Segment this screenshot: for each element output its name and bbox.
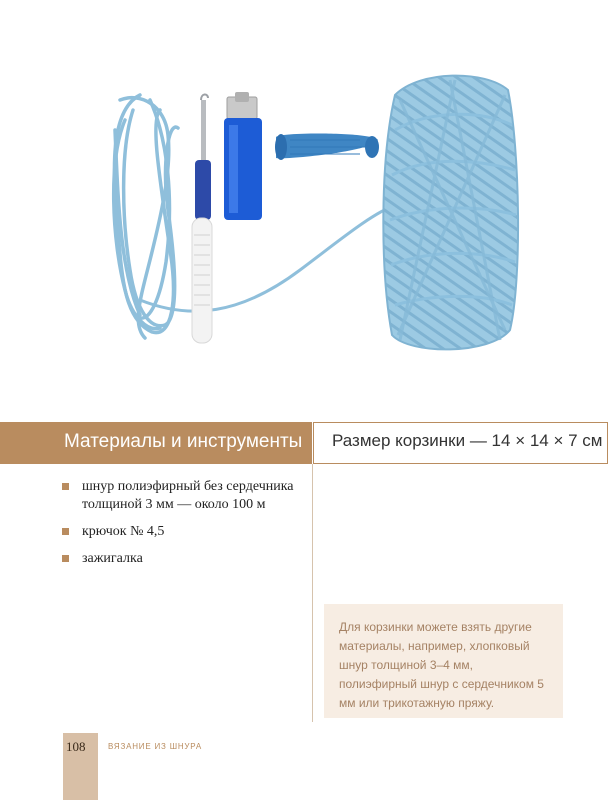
section-title-block <box>0 422 312 464</box>
materials-list <box>62 478 312 577</box>
basket-size-block <box>313 422 608 464</box>
section-title: Материалы и инструменты <box>64 431 303 452</box>
thread-spool-image <box>275 134 379 160</box>
running-head: ВЯЗАНИЕ ИЗ ШНУРА <box>108 742 203 751</box>
crochet-hook-image <box>192 94 212 343</box>
bullet-square-icon <box>62 528 69 535</box>
material-text: зажигалка <box>82 551 143 566</box>
section-header <box>0 422 608 464</box>
list-item <box>62 478 312 514</box>
list-item <box>62 523 312 541</box>
column-divider <box>312 464 313 722</box>
lighter-image <box>224 92 262 220</box>
note-text: Для корзинки можете взять другие материалы, например, хлопковый шнур толщиной 3–4 мм, полиэфирный шнур с сердечником 5 мм или трикотажную пряжу. <box>339 620 544 710</box>
cord-strand <box>140 205 395 311</box>
bullet-square-icon <box>62 555 69 562</box>
material-text: шнур полиэфирный без сердечника толщиной 3 мм — около 100 м <box>82 479 294 512</box>
list-item <box>62 550 312 568</box>
material-text: крючок № 4,5 <box>82 524 165 539</box>
bullet-square-icon <box>62 483 69 490</box>
basket-size: Размер корзинки — 14 × 14 × 7 см <box>332 431 603 450</box>
cord-skein-image <box>383 76 518 350</box>
note-box <box>324 604 563 718</box>
page-number: 108 <box>66 739 86 754</box>
